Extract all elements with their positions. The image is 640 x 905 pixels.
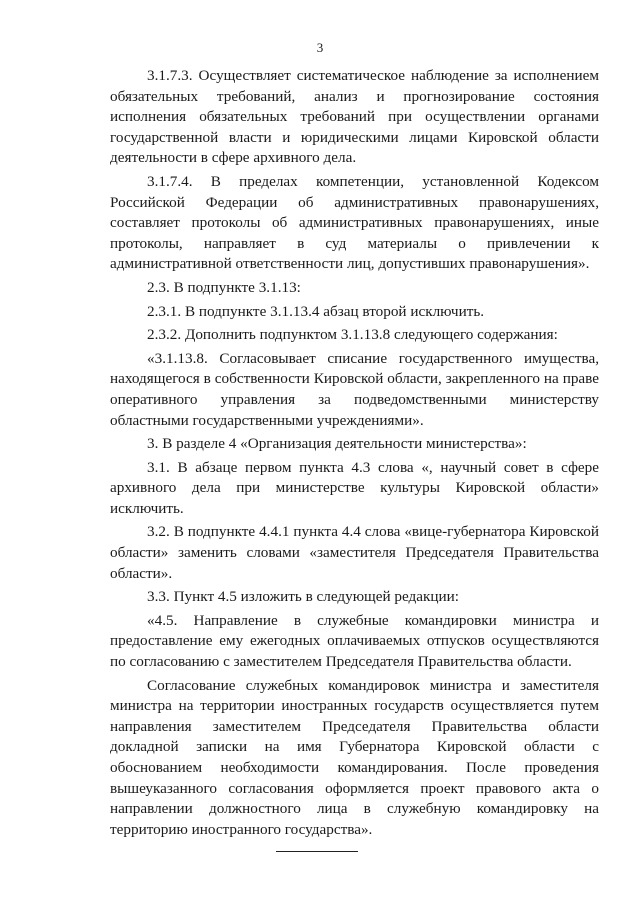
paragraph-4-5-continued: Согласование служебных командировок министра и заместителя министра на территории иностранных государств осуществляется путем направления заместителем Председателя Правительства области докладной записки на имя Губернатора Кировской области с обоснованием необходимости командирования. После проведения вышеуказанного согласования оформляется проект правового акта о направлении должностного лица в служебную командировку на территорию иностранного государства». <box>110 676 599 838</box>
paragraph-3-1-7-4: 3.1.7.4. В пределах компетенции, установленной Кодексом Российской Федерации об административных правонарушениях, составляет протоколы об административных правонарушениях, иные протоколы, направляет в суд материалы о привлечении к административной ответственности лиц, допустивших правонарушения». <box>110 172 599 273</box>
paragraph-2-3-1: 2.3.1. В подпункте 3.1.13.4 абзац второй исключить. <box>147 302 485 320</box>
end-of-document-rule <box>276 851 358 852</box>
document-body <box>110 66 599 840</box>
paragraph-3-3: 3.3. Пункт 4.5 изложить в следующей редакции: <box>147 588 460 606</box>
page-number: 3 <box>316 40 324 55</box>
paragraph-3-1-7-3: 3.1.7.3. Осуществляет систематическое наблюдение за исполнением обязательных требований, анализ и прогнозирование состояния исполнения обязательных требований при осуществлении органами государственной власти и юридическими лицами Кировской области деятельности в сфере архивного дела. <box>110 67 599 167</box>
paragraph-3-1-13-8: «3.1.13.8. Согласовывает списание государственного имущества, находящегося в собственности Кировской области, закрепленного на праве оперативного управления за подведомственными министерству областными государственными учреждениями». <box>110 349 599 429</box>
paragraph-2-3: 2.3. В подпункте 3.1.13: <box>147 278 301 296</box>
paragraph-3: 3. В разделе 4 «Организация деятельности министерства»: <box>147 435 527 453</box>
paragraph-2-3-2: 2.3.2. Дополнить подпунктом 3.1.13.8 следующего содержания: <box>147 326 558 344</box>
paragraph-3-1: 3.1. В абзаце первом пункта 4.3 слова «, научный совет в сфере архивного дела при министерстве культуры Кировской области» исключить. <box>110 458 599 517</box>
paragraph-4-5: «4.5. Направление в служебные командировки министра и предоставление ему ежегодных оплачиваемых отпусков осуществляются по согласованию с заместителем Председателя Правительства области. <box>110 611 599 671</box>
paragraph-3-2: 3.2. В подпункте 4.4.1 пункта 4.4 слова «вице-губернатора Кировской области» заменить словами «заместителя Председателя Правительства области». <box>110 523 599 582</box>
